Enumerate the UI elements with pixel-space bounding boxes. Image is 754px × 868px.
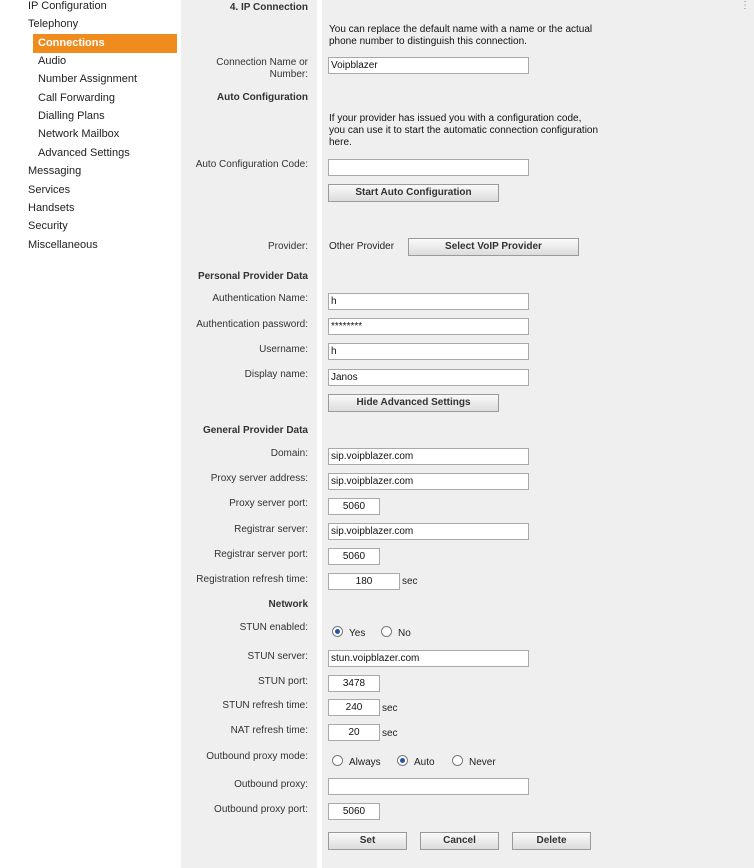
nav-messaging[interactable]: Messaging <box>28 165 82 177</box>
nav-services[interactable]: Services <box>28 184 71 196</box>
provider-label: Provider: <box>267 241 308 252</box>
stun-refresh-unit: sec <box>382 703 398 714</box>
delete-button[interactable]: Delete <box>512 832 591 850</box>
auto-config-code-input[interactable] <box>328 159 529 176</box>
cancel-button[interactable]: Cancel <box>420 832 499 850</box>
connection-name-input[interactable] <box>328 57 529 74</box>
stun-no-label: No <box>398 628 411 639</box>
nav-ip-configuration[interactable]: IP Configuration <box>28 0 107 12</box>
registrar-port-input[interactable] <box>328 548 380 565</box>
auto-config-description: If your provider has issued you with a configuration code, you can use it to start the automatic connection configuration here. <box>329 113 599 148</box>
auth-name-label: Authentication Name: <box>212 293 308 304</box>
stun-refresh-label: STUN refresh time: <box>222 700 308 711</box>
sidebar-nav <box>0 0 180 868</box>
registrar-label: Registrar server: <box>234 524 308 535</box>
nat-refresh-label: NAT refresh time: <box>230 725 308 736</box>
stun-yes-label: Yes <box>349 628 366 639</box>
outbound-always-radio[interactable] <box>332 755 343 766</box>
nav-number-assignment[interactable]: Number Assignment <box>38 73 138 85</box>
display-name-input[interactable] <box>328 369 529 386</box>
scroll-grip-icon[interactable]: ⋮ <box>740 0 750 11</box>
nav-call-forwarding[interactable]: Call Forwarding <box>38 92 116 104</box>
domain-input[interactable] <box>328 448 529 465</box>
stun-port-label: STUN port: <box>257 676 308 687</box>
registrar-port-label: Registrar server port: <box>214 549 308 560</box>
auth-password-input[interactable] <box>328 318 529 335</box>
username-label: Username: <box>259 344 308 355</box>
nav-connections-label: Connections <box>38 37 105 49</box>
connection-name-label: Connection Name or Number: <box>216 57 308 80</box>
registrar-input[interactable] <box>328 523 529 540</box>
nav-audio[interactable]: Audio <box>38 55 67 67</box>
column-divider <box>317 0 322 868</box>
registration-refresh-unit: sec <box>402 576 418 587</box>
stun-server-label: STUN server: <box>247 651 308 662</box>
nav-telephony[interactable]: Telephony <box>28 18 79 30</box>
stun-port-input[interactable] <box>328 675 380 692</box>
nav-advanced-settings[interactable]: Advanced Settings <box>38 147 130 159</box>
hide-advanced-settings-button[interactable]: Hide Advanced Settings <box>328 394 499 412</box>
provider-value: Other Provider <box>329 241 395 252</box>
proxy-port-input[interactable] <box>328 498 380 515</box>
stun-enabled-label: STUN enabled: <box>239 622 308 633</box>
outbound-port-input[interactable] <box>328 803 380 820</box>
outbound-always-label: Always <box>349 757 381 768</box>
select-voip-provider-button[interactable]: Select VoIP Provider <box>408 238 579 256</box>
nat-refresh-unit: sec <box>382 728 398 739</box>
outbound-proxy-label: Outbound proxy: <box>234 779 308 790</box>
section-title: 4. IP Connection <box>229 2 308 13</box>
domain-label: Domain: <box>270 448 308 459</box>
set-button[interactable]: Set <box>328 832 407 850</box>
outbound-never-radio[interactable] <box>452 755 463 766</box>
nav-dialling-plans[interactable]: Dialling Plans <box>38 110 105 122</box>
nav-connections[interactable] <box>33 34 177 53</box>
nav-miscellaneous[interactable]: Miscellaneous <box>28 239 98 251</box>
nat-refresh-input[interactable] <box>328 724 380 741</box>
nav-network-mailbox[interactable]: Network Mailbox <box>38 128 120 140</box>
registration-refresh-label: Registration refresh time: <box>196 574 308 585</box>
start-auto-config-button[interactable]: Start Auto Configuration <box>328 184 499 202</box>
stun-yes-radio[interactable] <box>332 626 343 637</box>
outbound-proxy-input[interactable] <box>328 778 529 795</box>
outbound-auto-label: Auto <box>414 757 435 768</box>
auth-password-label: Authentication password: <box>196 319 308 330</box>
auto-config-code-label: Auto Configuration Code: <box>195 159 308 170</box>
stun-refresh-input[interactable] <box>328 699 380 716</box>
outbound-port-label: Outbound proxy port: <box>214 804 308 815</box>
connection-name-description: You can replace the default name with a name or the actual phone number to distinguish this connection. <box>329 24 593 47</box>
general-data-title: General Provider Data <box>202 425 308 436</box>
display-name-label: Display name: <box>244 369 308 380</box>
proxy-address-input[interactable] <box>328 473 529 490</box>
outbound-never-label: Never <box>469 757 496 768</box>
network-title: Network <box>268 599 308 610</box>
outbound-auto-radio[interactable] <box>397 755 408 766</box>
outbound-mode-label: Outbound proxy mode: <box>206 751 308 762</box>
personal-data-title: Personal Provider Data <box>197 271 308 282</box>
nav-handsets[interactable]: Handsets <box>28 202 75 214</box>
nav-security[interactable]: Security <box>28 220 68 232</box>
stun-server-input[interactable] <box>328 650 529 667</box>
proxy-address-label: Proxy server address: <box>210 473 308 484</box>
redaction-patch <box>340 295 390 307</box>
auto-config-title: Auto Configuration <box>216 92 308 103</box>
redaction-patch <box>340 345 390 357</box>
registration-refresh-input[interactable] <box>328 573 400 590</box>
proxy-port-label: Proxy server port: <box>229 498 308 509</box>
stun-no-radio[interactable] <box>381 626 392 637</box>
